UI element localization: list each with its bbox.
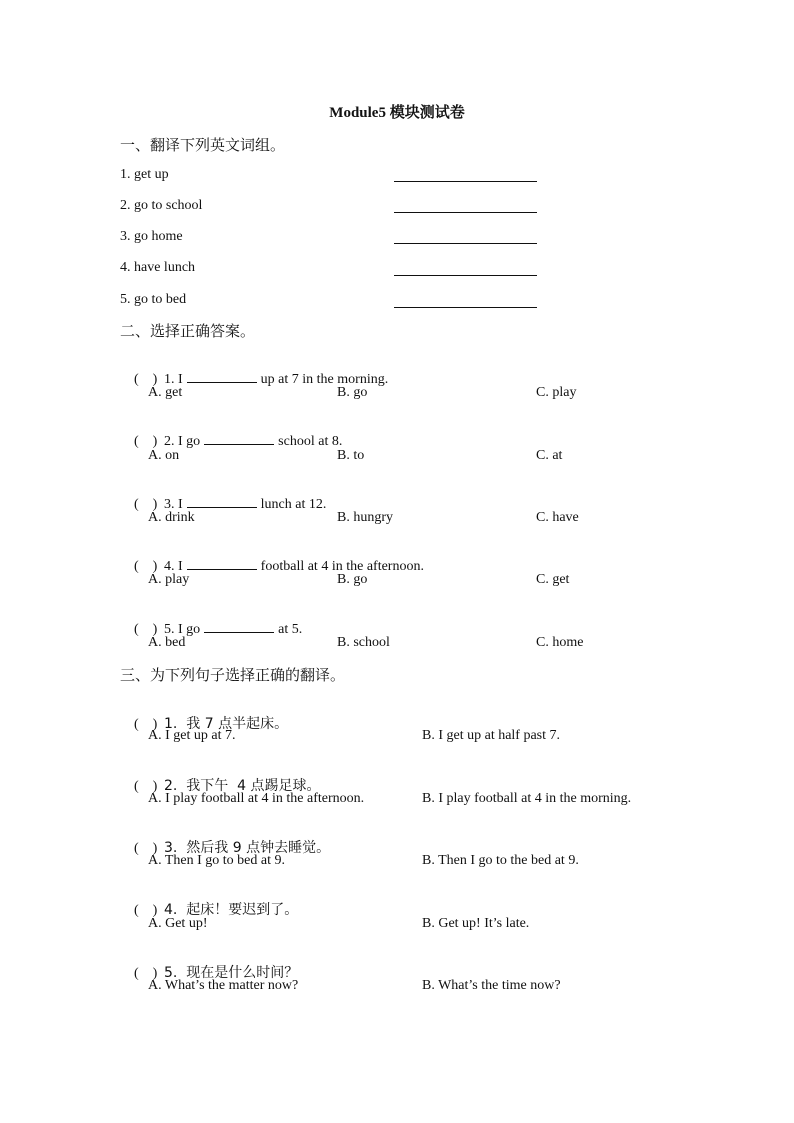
answer-paren[interactable]: ( ) xyxy=(134,434,158,449)
question-text-pre: 2. I go xyxy=(164,434,201,449)
question-text-pre: 1. I xyxy=(164,372,183,387)
answer-paren[interactable]: ( ) xyxy=(134,966,158,981)
question-text-post: football at 4 in the afternoon. xyxy=(260,559,424,574)
question-text: 2. 我下午 4 点踢足球。 xyxy=(164,778,321,794)
option-b[interactable]: B. Then I go to the bed at 9. xyxy=(422,853,579,868)
option-c[interactable]: C. get xyxy=(536,572,570,587)
fill-blank[interactable] xyxy=(204,432,274,445)
option-b[interactable]: B. What’s the time now? xyxy=(422,978,561,993)
phrase-item: 3. go home xyxy=(120,229,183,244)
question-text: 3. 然后我 9 点钟去睡觉。 xyxy=(164,840,331,856)
option-a[interactable]: A. Get up! xyxy=(148,916,208,931)
option-b[interactable]: B. Get up! It’s late. xyxy=(422,916,530,931)
question-text-post: at 5. xyxy=(278,622,303,637)
question-row xyxy=(120,883,298,935)
answer-paren[interactable]: ( ) xyxy=(134,779,158,794)
answer-paren[interactable]: ( ) xyxy=(134,717,158,732)
fill-blank[interactable] xyxy=(187,557,257,570)
answer-line[interactable] xyxy=(394,307,537,308)
section-2-heading: 二、选择正确答案。 xyxy=(120,322,256,340)
fill-blank[interactable] xyxy=(187,370,257,383)
option-b[interactable]: B. I play football at 4 in the morning. xyxy=(422,791,632,806)
answer-paren[interactable]: ( ) xyxy=(134,559,158,574)
answer-line[interactable] xyxy=(394,181,537,182)
phrase-item: 1. get up xyxy=(120,167,169,182)
option-b[interactable]: B. go xyxy=(337,385,368,400)
answer-paren[interactable]: ( ) xyxy=(134,497,158,512)
question-text: 5. 现在是什么时间？ xyxy=(164,965,299,981)
section-3-heading: 三、为下列句子选择正确的翻译。 xyxy=(120,666,346,684)
option-a[interactable]: A. Then I go to bed at 9. xyxy=(148,853,285,868)
option-a[interactable]: A. bed xyxy=(148,635,186,650)
answer-paren[interactable]: ( ) xyxy=(134,622,158,637)
phrase-item: 5. go to bed xyxy=(120,292,187,307)
answer-line[interactable] xyxy=(394,243,537,244)
answer-paren[interactable]: ( ) xyxy=(134,903,158,918)
option-a[interactable]: A. I get up at 7. xyxy=(148,728,236,743)
phrase-item: 2. go to school xyxy=(120,198,203,213)
fill-blank[interactable] xyxy=(187,495,257,508)
option-a[interactable]: A. play xyxy=(148,572,190,587)
option-a[interactable]: A. drink xyxy=(148,510,195,525)
option-b[interactable]: B. hungry xyxy=(337,510,393,525)
option-a[interactable]: A. on xyxy=(148,448,180,463)
answer-paren[interactable]: ( ) xyxy=(134,841,158,856)
question-text-post: up at 7 in the morning. xyxy=(260,372,389,387)
section-1-heading: 一、翻译下列英文词组。 xyxy=(120,136,286,154)
option-b[interactable]: B. school xyxy=(337,635,390,650)
phrase-item: 4. have lunch xyxy=(120,260,196,275)
option-b[interactable]: B. go xyxy=(337,572,368,587)
fill-blank[interactable] xyxy=(204,620,274,633)
option-b[interactable]: B. I get up at half past 7. xyxy=(422,728,561,743)
question-text: 1. 我 7 点半起床。 xyxy=(164,716,289,732)
question-text-post: school at 8. xyxy=(278,434,343,449)
question-text: 4. 起床！要迟到了。 xyxy=(164,902,299,918)
answer-line[interactable] xyxy=(394,275,537,276)
option-c[interactable]: C. play xyxy=(536,385,577,400)
answer-line[interactable] xyxy=(394,212,537,213)
question-text-pre: 4. I xyxy=(164,559,183,574)
question-text-pre: 5. I go xyxy=(164,622,201,637)
question-text-post: lunch at 12. xyxy=(260,497,327,512)
option-b[interactable]: B. to xyxy=(337,448,365,463)
option-a[interactable]: A. What’s the matter now? xyxy=(148,978,299,993)
option-a[interactable]: A. get xyxy=(148,385,183,400)
answer-paren[interactable]: ( ) xyxy=(134,372,158,387)
option-c[interactable]: C. have xyxy=(536,510,579,525)
option-c[interactable]: C. home xyxy=(536,635,584,650)
question-text-pre: 3. I xyxy=(164,497,183,512)
option-a[interactable]: A. I play football at 4 in the afternoon. xyxy=(148,791,365,806)
page-title: Module5 模块测试卷 xyxy=(329,105,465,121)
option-c[interactable]: C. at xyxy=(536,448,563,463)
